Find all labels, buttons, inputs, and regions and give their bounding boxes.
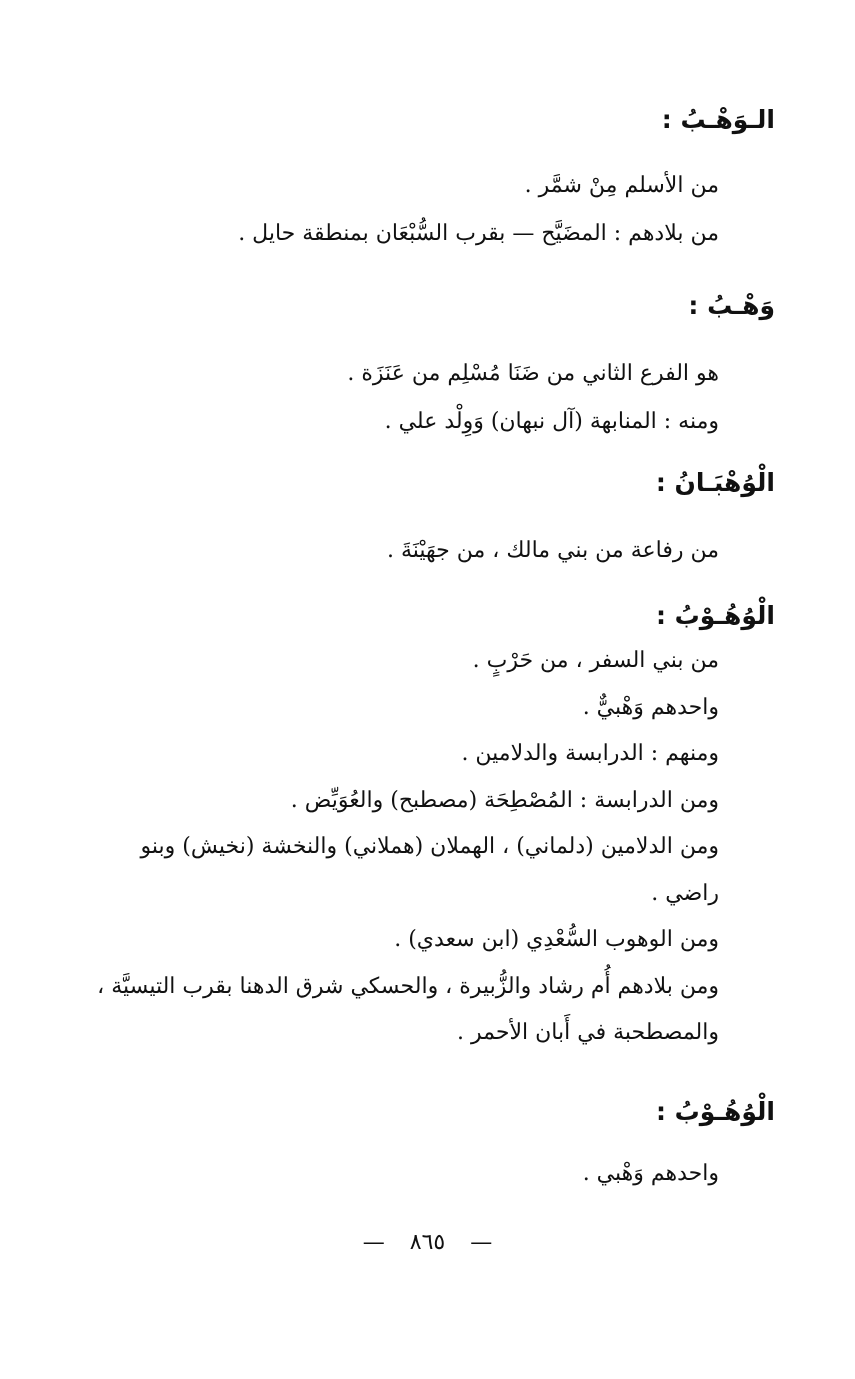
entry-body	[75, 527, 775, 575]
entry-line: واحدهم وَهْبي .	[582, 1161, 719, 1186]
page-number-dash: —	[470, 1230, 493, 1255]
entry-line: ومن الدلامين (دلماني) ، الهملان (هملاني) والنخشة (نخيش) وبنو	[140, 834, 719, 859]
page-number-dash: —	[362, 1230, 385, 1255]
entry-line: والمصطحبة في أَبان الأحمر .	[457, 1020, 719, 1045]
entry-heading: الْوُهُـوْبُ :	[655, 601, 775, 630]
entry-line: ومنهم : الدرابسة والدلامين .	[461, 741, 719, 766]
entry-line: من رفاعة من بني مالك ، من جهَيْنَةَ .	[386, 538, 719, 563]
entry-line: من بلادهم : المضَيَّح — بقرب السُّبْعَان بمنطقة حايل .	[238, 221, 719, 246]
entry-body	[75, 350, 775, 446]
entry-line: راضي .	[651, 880, 719, 906]
page-number-value: ٨٦٥	[409, 1230, 446, 1255]
entry-line: واحدهم وَهْبيٌّ .	[582, 694, 719, 720]
entry-heading: وَهْـبُ :	[688, 291, 775, 320]
entry-al-wuhban	[75, 463, 775, 575]
entry-al-wuhub-2	[75, 1092, 775, 1198]
entry-heading: الـوَهْـبُ :	[661, 105, 775, 134]
entry-line: من الأسلم مِنْ شمَّر .	[524, 173, 719, 198]
entry-al-wahb	[75, 100, 775, 258]
entry-line: ومن الدرابسة : المُصْطِحَة (مصطبح) والعُوَيِّض .	[290, 787, 719, 813]
entry-wahb	[75, 286, 775, 446]
entry-line: من بني السفر ، من حَرْبٍ .	[472, 648, 719, 673]
entry-body	[75, 638, 775, 1057]
entry-body	[75, 162, 775, 258]
entry-line: ومن بلادهم أُم رشاد والزُّبيرة ، والحسكي شرق الدهنا بقرب التيسيَّة ،	[97, 973, 719, 999]
entry-line: هو الفرع الثاني من ضَنَا مُسْلِم من عَنَزَة .	[347, 361, 719, 386]
entry-line: ومنه : المنابهة (آل نبهان) وَوِلْد علي .	[384, 409, 719, 434]
entry-heading: الْوُهُـوْبُ :	[655, 1097, 775, 1126]
entry-al-wuhub	[75, 596, 775, 1057]
entry-heading: الْوُهْبَـانُ :	[655, 468, 775, 497]
entry-body	[75, 1150, 775, 1198]
entry-line: ومن الوهوب السُّعْدِي (ابن سعدي) .	[394, 927, 719, 952]
page-number	[0, 1228, 855, 1258]
